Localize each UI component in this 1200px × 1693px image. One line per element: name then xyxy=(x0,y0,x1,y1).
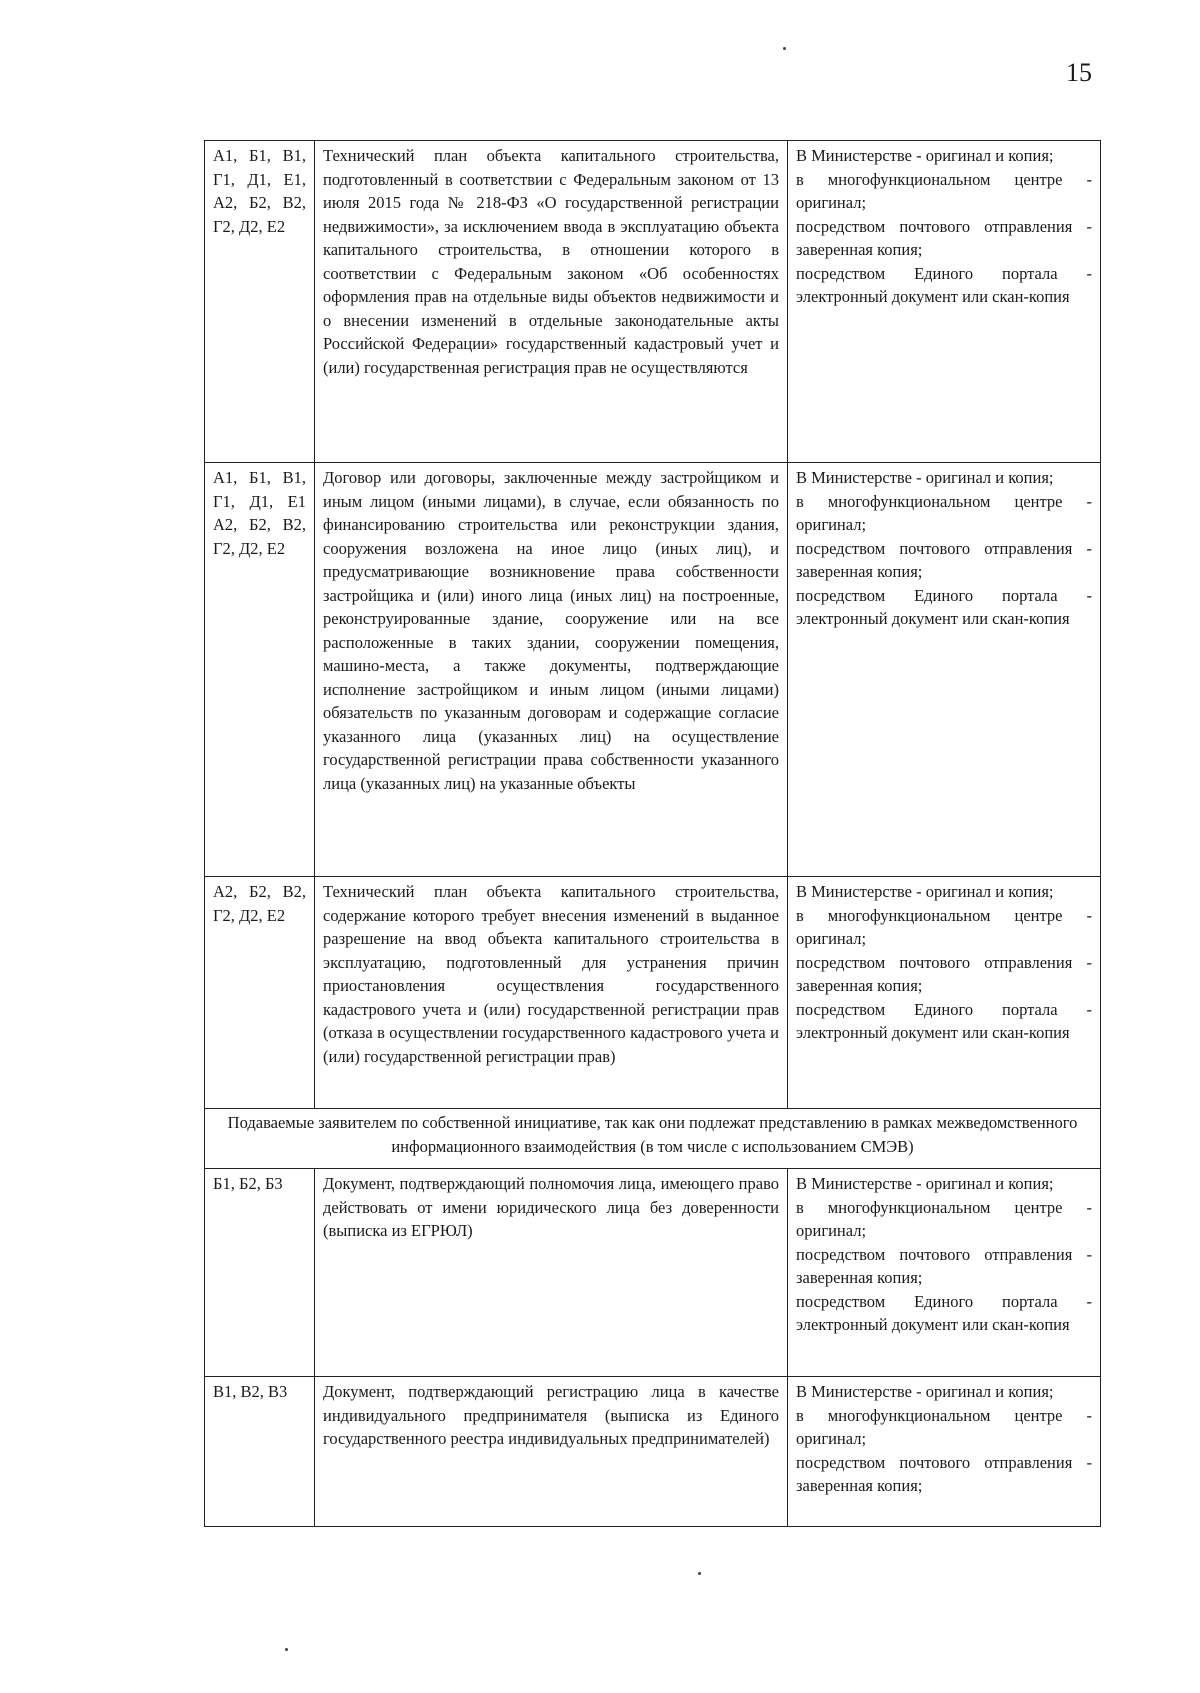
submission-method: в многофункциональном центре - оригинал; xyxy=(796,169,1092,212)
submission-method: в многофункциональном центре - оригинал; xyxy=(796,905,1092,948)
submission-method: посредством почтового отправления - заверенная копия; xyxy=(796,1244,1092,1287)
document-description: Договор или договоры, заключенные между застройщиком и иным лицом (иными лицами), в случае, если обязанность по финансированию строительства или реконструкции здания, сооружения возложена на иное лицо (иных лиц), и предусматривающие возникновение права собственности застройщика и (или) иного лица (иных лиц) на построенные, реконструированные здание, сооружение или на все расположенные в таких здании, сооружении помещения, машино-места, а также документы, подтверждающие исполнение застройщиком и иным лицом (иными лицами) обязательств по указанным договорам и содержащие согласие указанного лица (указанных лиц) на осуществление государственной регистрации права собственности указанного лица (указанных лиц) на указанные объекты xyxy=(315,463,788,877)
table-row xyxy=(205,877,1101,1109)
scan-speck xyxy=(783,47,786,50)
submission-method: посредством почтового отправления - заверенная копия; xyxy=(796,952,1092,995)
submission-method: В Министерстве - оригинал и копия; xyxy=(796,1382,1054,1401)
document-description: Технический план объекта капитального строительства, содержание которого требует внесения изменений в выданное разрешение на ввод объекта капитального строительства в эксплуатацию, подготовленный для устранения причин приостановления осуществления государственного кадастрового учета и (или) государственной регистрации прав (отказа в осуществлении государственного кадастрового учета и (или) государственной регистрации прав) xyxy=(315,877,788,1109)
submission-methods xyxy=(788,141,1101,463)
table-row xyxy=(205,1169,1101,1377)
applicant-codes: Б1, Б2, Б3 xyxy=(205,1169,315,1377)
submission-method: посредством Единого портала - электронный документ или скан-копия xyxy=(796,999,1092,1042)
submission-method: в многофункциональном центре - оригинал; xyxy=(796,1405,1092,1448)
applicant-codes: А2, Б2, В2, Г2, Д2, Е2 xyxy=(205,877,315,1109)
table-row xyxy=(205,1377,1101,1527)
page-number: 15 xyxy=(1066,58,1092,87)
submission-method: В Министерстве - оригинал и копия; xyxy=(796,146,1054,165)
table-row xyxy=(205,463,1101,877)
submission-method: В Министерстве - оригинал и копия; xyxy=(796,882,1054,901)
submission-methods xyxy=(788,1377,1101,1527)
submission-method: посредством Единого портала - электронный документ или скан-копия xyxy=(796,1291,1092,1334)
submission-method: посредством Единого портала - электронный документ или скан-копия xyxy=(796,263,1092,306)
applicant-codes: В1, В2, В3 xyxy=(205,1377,315,1527)
scan-speck xyxy=(698,1572,701,1575)
submission-method: посредством почтового отправления - заверенная копия; xyxy=(796,1452,1092,1495)
submission-method: посредством почтового отправления - заверенная копия; xyxy=(796,216,1092,259)
submission-method: посредством Единого портала - электронный документ или скан-копия xyxy=(796,585,1092,628)
submission-method: В Министерстве - оригинал и копия; xyxy=(796,468,1054,487)
submission-method: в многофункциональном центре - оригинал; xyxy=(796,491,1092,534)
scan-speck xyxy=(285,1648,288,1651)
submission-methods xyxy=(788,877,1101,1109)
section-heading: Подаваемые заявителем по собственной инициативе, так как они подлежат представлению в рамках межведомственного информационного взаимодействия (в том числе с использованием СМЭВ) xyxy=(205,1109,1101,1169)
document-description: Документ, подтверждающий полномочия лица, имеющего право действовать от имени юридического лица без доверенности (выписка из ЕГРЮЛ) xyxy=(315,1169,788,1377)
submission-methods xyxy=(788,1169,1101,1377)
section-heading-row xyxy=(205,1109,1101,1169)
submission-method: в многофункциональном центре - оригинал; xyxy=(796,1197,1092,1240)
document-description: Документ, подтверждающий регистрацию лица в качестве индивидуального предпринимателя (выписка из Единого государственного реестра индивидуальных предпринимателей) xyxy=(315,1377,788,1527)
applicant-codes: А1, Б1, В1, Г1, Д1, Е1, А2, Б2, В2, Г2, Д2, Е2 xyxy=(205,141,315,463)
submission-methods xyxy=(788,463,1101,877)
table-body xyxy=(205,141,1101,1527)
submission-method: посредством почтового отправления - заверенная копия; xyxy=(796,538,1092,581)
document-description: Технический план объекта капитального строительства, подготовленный в соответствии с Федеральным законом от 13 июля 2015 года № 218-ФЗ «О государственной регистрации недвижимости», за исключением ввода в эксплуатацию объекта капитального строительства, в отношении которого в соответствии с Федеральным законом «Об особенностях оформления прав на отдельные виды объектов недвижимости и о внесении изменений в отдельные законодательные акты Российской Федерации» государственный кадастровый учет и (или) государственная регистрация прав не осуществляются xyxy=(315,141,788,463)
table-row xyxy=(205,141,1101,463)
applicant-codes: А1, Б1, В1, Г1, Д1, Е1 А2, Б2, В2, Г2, Д2, Е2 xyxy=(205,463,315,877)
documents-table xyxy=(204,140,1101,1527)
submission-method: В Министерстве - оригинал и копия; xyxy=(796,1174,1054,1193)
